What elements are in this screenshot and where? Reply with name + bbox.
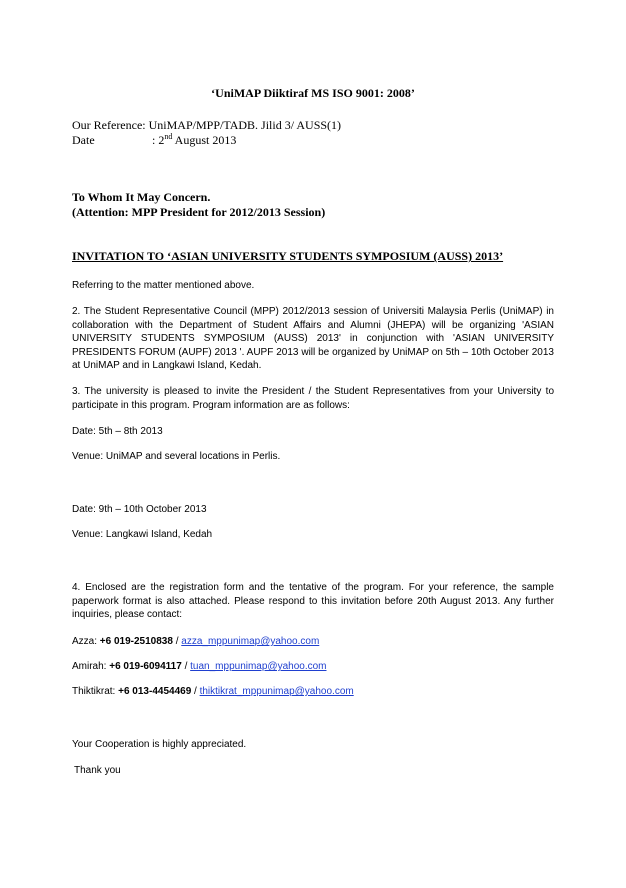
closing-thanks: Thank you [74, 765, 121, 776]
date-line [72, 133, 236, 148]
paragraph-1: Referring to the matter mentioned above. [72, 280, 255, 291]
contact-email-link[interactable]: azza_mppunimap@yahoo.com [181, 636, 320, 647]
contact-thiktikrat [72, 685, 354, 699]
date-prefix: : 2 [152, 133, 165, 147]
program-venue-1: Venue: UniMAP and several locations in Perlis. [72, 451, 281, 462]
date-superscript: nd [164, 132, 173, 141]
program-venue-2: Venue: Langkawi Island, Kedah [72, 529, 213, 540]
contact-phone: +6 019-2510838 [99, 636, 173, 647]
program-date-2: Date: 9th – 10th October 2013 [72, 504, 207, 515]
reference-line [72, 118, 341, 133]
contact-separator: / [181, 661, 191, 672]
attention-line: (Attention: MPP President for 2012/2013 Session) [72, 205, 326, 219]
contact-separator: / [172, 636, 182, 647]
paragraph-3: 3. The university is pleased to invite the President / the Student Representatives from your University to participate in this program. Program information are as follows: [72, 386, 554, 411]
contact-phone: +6 013-4454469 [118, 686, 192, 697]
contact-azza [72, 635, 319, 649]
program-date-1: Date: 5th – 8th 2013 [72, 426, 163, 437]
paragraph-4: 4. Enclosed are the registration form and the tentative of the program. For your reference, the sample paperwork format is also attached. Please respond to this invitation before 20th August 2013. Any further inquiries, please contact: [72, 582, 554, 620]
date-label: Date [72, 133, 95, 147]
date-suffix: August 2013 [172, 133, 237, 147]
contact-name: Thiktikrat: [72, 686, 119, 697]
iso-header: ‘UniMAP Diiktiraf MS ISO 9001: 2008’ [211, 86, 415, 100]
contact-name: Amirah: [72, 661, 110, 672]
recipient-line: To Whom It May Concern. [72, 190, 211, 204]
contact-email-link[interactable]: thiktikrat_mppunimap@yahoo.com [199, 686, 354, 697]
contact-phone: +6 019-6094117 [109, 661, 182, 672]
contact-amirah [72, 660, 327, 674]
contact-email-link[interactable]: tuan_mppunimap@yahoo.com [190, 661, 327, 672]
reference-value: : UniMAP/MPP/TADB. Jilid 3/ AUSS(1) [142, 118, 342, 132]
contact-separator: / [191, 686, 200, 697]
closing-cooperation: Your Cooperation is highly appreciated. [72, 739, 247, 750]
contact-name: Azza: [72, 636, 100, 647]
paragraph-2: 2. The Student Representative Council (MPP) 2012/2013 session of Universiti Malaysia Perlis (UniMAP) in collaboration with the Department of Student Affairs and Alumni (JHEPA) will be organizing 'ASIAN UNIVERSITY STUDENTS SYMPOSIUM (AUSS) 2013' in conjunction with 'ASIAN UNIVERSITY PRESIDENTS FORUM (AUPF) 2013 '. AUPF 2013 will be organized by UniMAP on 5th – 10th October 2013 at UniMAP and in Langkawi Island, Kedah. [72, 306, 554, 371]
reference-label: Our Reference [72, 118, 143, 132]
invitation-title: INVITATION TO ‘ASIAN UNIVERSITY STUDENTS SYMPOSIUM (AUSS) 2013’ [72, 249, 504, 263]
